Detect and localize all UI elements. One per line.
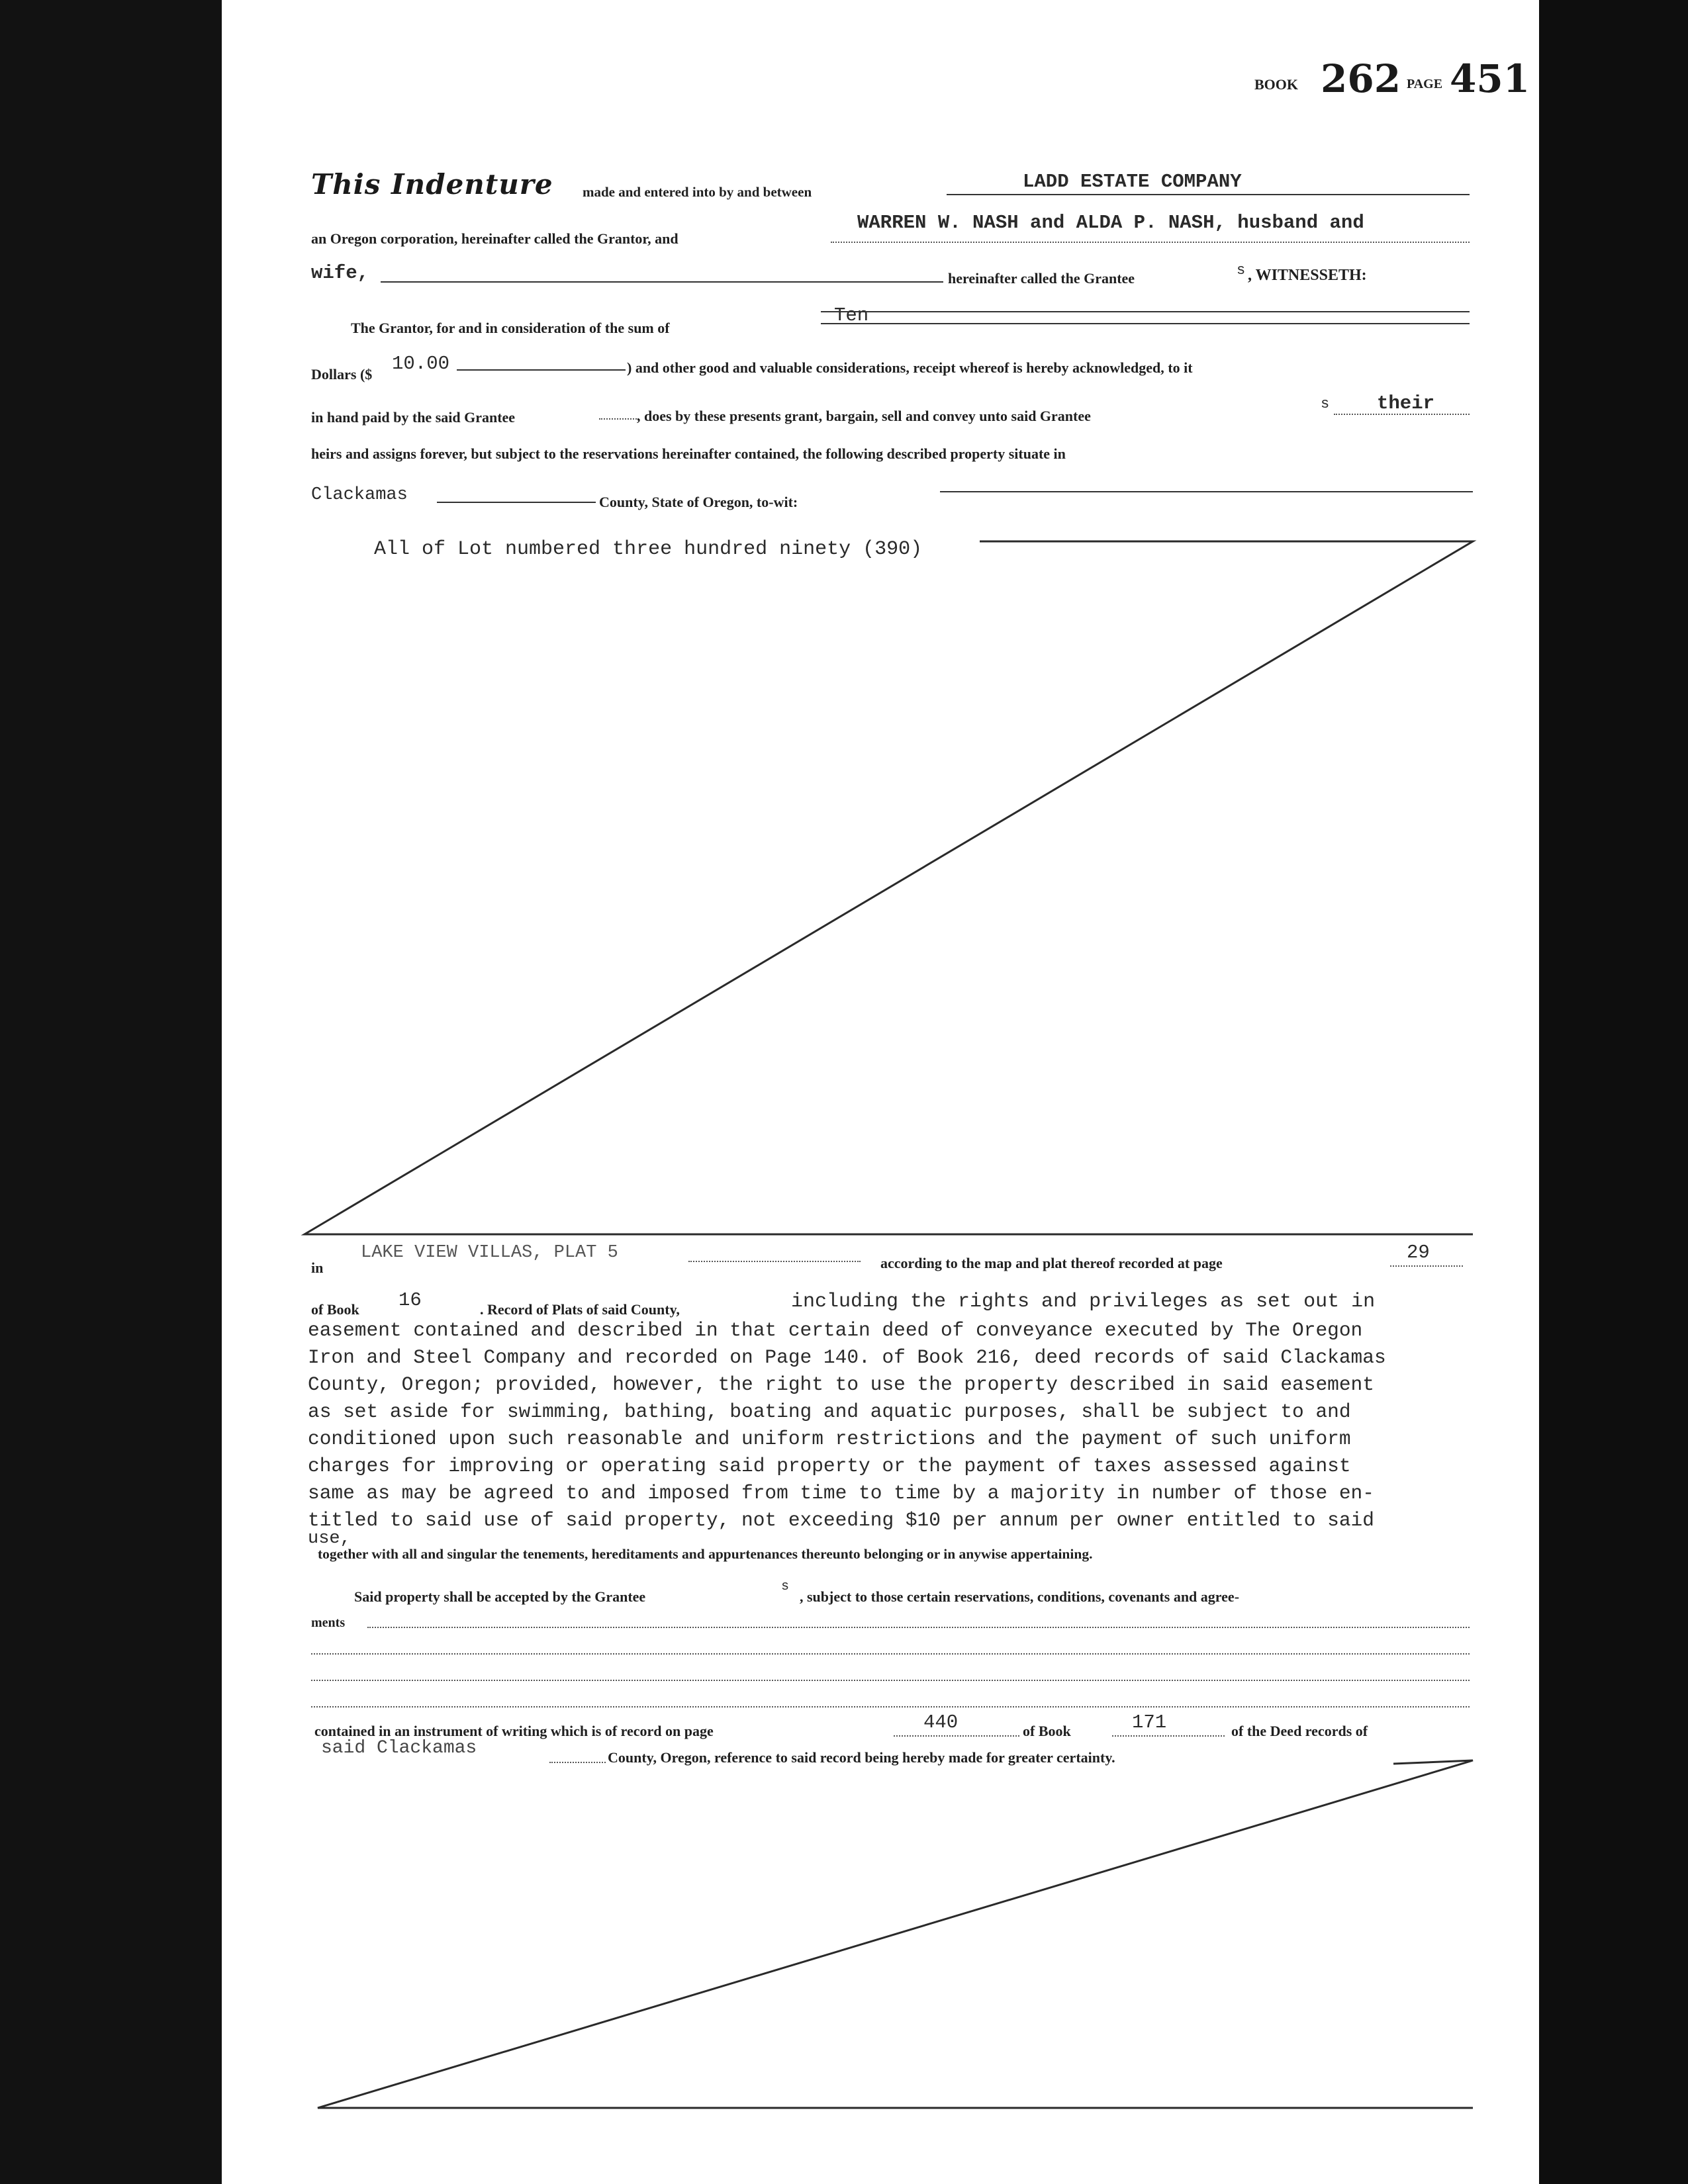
witnesseth: , WITNESSETH: xyxy=(1248,267,1367,284)
consideration-receipt: ) and other good and valuable considerations, receipt whereof is hereby acknowledged, to it xyxy=(627,359,1193,376)
record-blank-cancel-line xyxy=(318,1760,1473,2108)
page-number: 451 xyxy=(1450,56,1530,101)
acceptance-suffix: s xyxy=(781,1579,790,1594)
convey-suffix: s xyxy=(1321,396,1330,412)
dollars-label: Dollars ($ xyxy=(311,366,373,383)
plat-line xyxy=(688,1261,861,1262)
county-state-text: County, State of Oregon, to-wit: xyxy=(599,494,798,510)
use-word: use, xyxy=(308,1529,351,1549)
grantee-suffix: s xyxy=(1237,262,1246,279)
amount: 10.00 xyxy=(392,353,450,375)
consideration-text: The Grantor, for and in consideration of the sum of xyxy=(351,320,670,336)
record-book: 171 xyxy=(1132,1711,1167,1733)
record-county: said Clackamas xyxy=(321,1738,477,1758)
including-text: including the rights and privileges as set out in xyxy=(791,1291,1376,1313)
easement-text: easement contained and described in that certain deed of conveyance executed by The Oregon Iron and Steel Company and recorded on Page 140. of Book 216, deed records of said Clackamas County, Oregon; provided, however, the right to use the property described in said easement as set aside for swimming, bathing, boating and aquatic purposes, shall be subject to and conditioned upon such reasonable and uniform restrictions and the payment of such uniform charges for improving or operating said property or the payment of taxes assessed against same as may be agreed to and imposed from time to time by a majority in number of those en- titled to said use of said property, not exceeding $10 per annum per owner entitled to said xyxy=(308,1319,1386,1531)
plat-name: LAKE VIEW VILLAS, PLAT 5 xyxy=(361,1243,618,1263)
grantee-names: WARREN W. NASH and ALDA P. NASH, husband and xyxy=(857,212,1364,234)
convey-text: , does by these presents grant, bargain, sell and convey unto said Grantee xyxy=(637,408,1091,424)
made-between-text: made and entered into by and between xyxy=(583,184,812,200)
acceptance-text: Said property shall be accepted by the Grantee xyxy=(354,1588,646,1605)
acceptance-text-cont: , subject to those certain reservations, conditions, covenants and agree- xyxy=(800,1588,1240,1605)
hand-paid-text: in hand paid by the said Grantee xyxy=(311,409,516,426)
plat-page: 29 xyxy=(1407,1242,1430,1263)
together-text: together with all and singular the tenements, hereditaments and appurtenances thereunto belonging or in anywise appertaining. xyxy=(318,1546,1093,1562)
plat-page-line xyxy=(1390,1265,1463,1267)
plat-book: 16 xyxy=(399,1289,422,1311)
ments-text: ments xyxy=(311,1615,346,1630)
corp-text: an Oregon corporation, hereinafter called the Grantor, and xyxy=(311,230,679,247)
county-name: Clackamas xyxy=(311,485,408,505)
record-page: 440 xyxy=(923,1711,959,1733)
plat-according: according to the map and plat thereof recorded at page xyxy=(880,1255,1223,1271)
reservations-line-4 xyxy=(311,1706,1470,1707)
heirs-of: their xyxy=(1377,392,1435,414)
property-description: All of Lot numbered three hundred ninety (390) xyxy=(374,538,923,561)
reservations-line-1 xyxy=(367,1627,1470,1628)
record-county-line xyxy=(549,1762,606,1763)
property-blank-cancel-line xyxy=(305,538,1473,1234)
record-of-plats: . Record of Plats of said County, xyxy=(480,1301,680,1318)
book-number: 262 xyxy=(1321,56,1401,101)
grantee-cont: wife, xyxy=(311,262,369,284)
book-label: BOOK xyxy=(1254,76,1299,93)
indenture-title: This Indenture xyxy=(311,168,553,201)
record-book-line xyxy=(1112,1735,1225,1737)
grantor-name: LADD ESTATE COMPANY xyxy=(1023,171,1242,193)
in-label: in xyxy=(311,1259,324,1276)
page-label: PAGE xyxy=(1407,77,1443,91)
heirs-assigns-text: heirs and assigns forever, but subject to the reservations hereinafter contained, the following described property situate in xyxy=(311,445,1066,462)
of-book-label: of Book xyxy=(311,1301,359,1318)
record-of-book-label: of Book xyxy=(1023,1723,1071,1739)
deed-records-text: of the Deed records of xyxy=(1231,1723,1368,1739)
reservations-line-3 xyxy=(311,1680,1470,1681)
record-page-line xyxy=(894,1735,1019,1737)
record-county-text: County, Oregon, reference to said record being hereby made for greater certainty. xyxy=(608,1749,1115,1766)
contained-text: contained in an instrument of writing which is of record on page xyxy=(314,1723,714,1739)
sum-words: Ten xyxy=(834,304,869,326)
hereinafter-grantee: hereinafter called the Grantee xyxy=(948,270,1135,287)
reservations-line-2 xyxy=(311,1653,1470,1655)
